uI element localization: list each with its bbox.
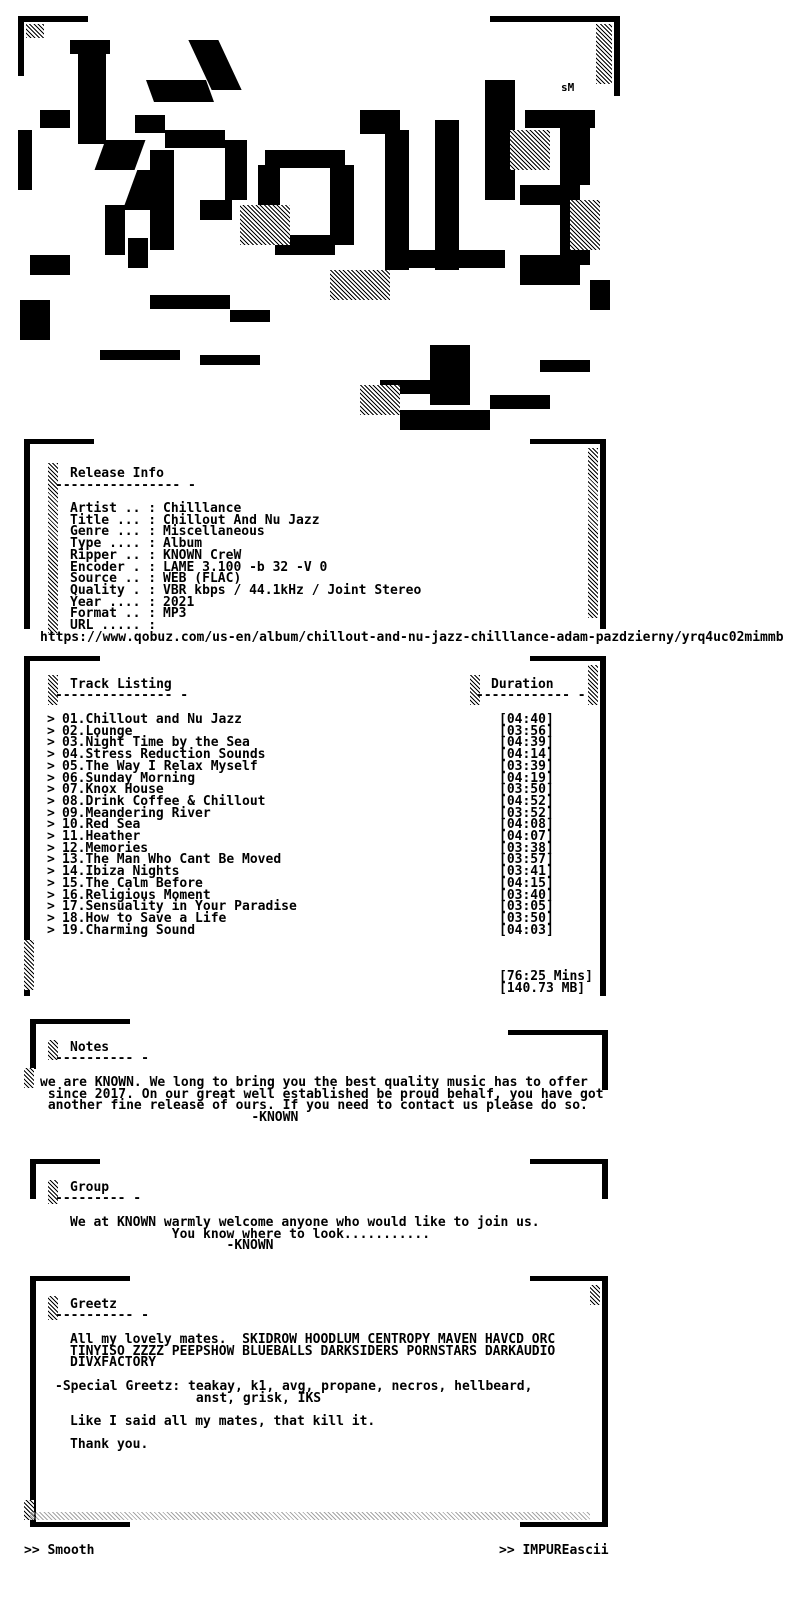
- notes-line: -KNOWN: [40, 1110, 299, 1126]
- tracks-heading: Track Listing: [70, 677, 172, 692]
- track-arrow-icon: >: [47, 758, 55, 774]
- track-title: 01.Chillout and Nu Jazz: [62, 712, 243, 727]
- greetz-heading: Greetz: [70, 1297, 117, 1312]
- footer-credit-left: >> Smooth: [24, 1543, 95, 1558]
- track-arrow-icon: >: [47, 910, 55, 926]
- track-duration: [03:52]: [499, 805, 554, 821]
- release-heading: Release Info: [70, 466, 164, 481]
- release-key: Format .. :: [70, 606, 157, 622]
- track-arrow-icon: >: [47, 793, 55, 809]
- track-arrow-icon: >: [47, 723, 55, 739]
- duration-heading: Duration: [491, 677, 554, 692]
- release-value: Miscellaneous: [163, 524, 265, 540]
- release-key: Type .... :: [70, 536, 157, 552]
- track-title: 08.Drink Coffee & Chillout: [62, 793, 266, 809]
- track-duration: [03:40]: [499, 887, 554, 903]
- group-line: -KNOWN: [70, 1238, 274, 1254]
- greetz-line: Thank you.: [70, 1437, 149, 1453]
- track-arrow-icon: >: [47, 899, 55, 915]
- release-value: VBR kbps / 44.1kHz / Joint Stereo: [163, 582, 422, 598]
- track-duration: [04:52]: [499, 793, 554, 809]
- track-arrow-icon: >: [47, 747, 55, 763]
- track-title: 18.How to Save a Life: [62, 910, 227, 926]
- release-key: Artist .. :: [70, 501, 157, 516]
- track-duration: [03:38]: [499, 840, 554, 856]
- release-key: Genre ... :: [70, 524, 157, 540]
- track-duration: [04:39]: [499, 735, 554, 751]
- track-arrow-icon: >: [47, 875, 55, 891]
- release-key: Quality . :: [70, 582, 157, 598]
- notes-heading-rule: ---------- -: [55, 1051, 149, 1066]
- track-duration: [03:05]: [499, 899, 554, 915]
- release-value: MP3: [163, 606, 187, 622]
- track-arrow-icon: >: [47, 922, 55, 938]
- track-title: 19.Charming Sound: [62, 922, 196, 938]
- track-arrow-icon: >: [47, 829, 55, 844]
- track-title: 14.Ibiza Nights: [62, 864, 180, 880]
- track-title: 02.Lounge: [62, 723, 133, 739]
- release-value: Chillout And Nu Jazz: [163, 512, 320, 528]
- total-size: [140.73 MB]: [499, 981, 586, 996]
- release-value: 2021: [163, 594, 195, 610]
- track-title: 13.The Man Who Cant Be Moved: [62, 852, 282, 868]
- track-duration: [03:57]: [499, 852, 554, 868]
- track-title: 11.Heather: [62, 829, 141, 844]
- total-time: [76:25 Mins]: [499, 969, 593, 984]
- track-title: 04.Stress Reduction Sounds: [62, 747, 266, 763]
- track-duration: [04:07]: [499, 829, 554, 844]
- release-key: Ripper .. :: [70, 547, 157, 563]
- track-duration: [04:03]: [499, 922, 554, 938]
- notes-line: we are KNOWN. We long to bring you the best quality music has to offer: [40, 1075, 588, 1090]
- track-arrow-icon: >: [47, 864, 55, 880]
- track-arrow-icon: >: [47, 887, 55, 903]
- release-key: URL ..... :: [70, 618, 157, 633]
- track-title: 05.The Way I Relax Myself: [62, 758, 258, 774]
- release-value: Album: [163, 536, 203, 552]
- greetz-line: TINYISO ZZZZ PEEPSHOW BLUEBALLS DARKSIDERS PORNSTARS DARKAUDIO: [70, 1343, 556, 1359]
- greetz-line: Like I said all my mates, that kill it.: [70, 1413, 376, 1429]
- track-duration: [03:50]: [499, 910, 554, 926]
- track-duration: [03:39]: [499, 758, 554, 774]
- release-key: Source .. :: [70, 571, 157, 587]
- logo-tag: sM: [561, 81, 575, 94]
- notes-line: another fine release of ours. If you need to contact us please do so.: [40, 1098, 588, 1114]
- footer-credit-right: >> IMPUREascii: [499, 1543, 609, 1558]
- track-arrow-icon: >: [47, 852, 55, 868]
- tracks-heading-rule: --------------- -: [55, 688, 189, 703]
- release-key: Encoder . :: [70, 559, 157, 575]
- track-arrow-icon: >: [47, 805, 55, 821]
- greetz-line: All my lovely mates. SKIDROW HOODLUM CENTROPY MAVEN HAVCD ORC: [70, 1332, 556, 1347]
- group-heading: Group: [70, 1180, 110, 1195]
- track-title: 07.Knox House: [62, 782, 164, 798]
- release-value: KNOWN CreW: [163, 547, 242, 563]
- release-value: LAME 3.100 -b 32 -V 0: [163, 559, 328, 575]
- track-duration: [04:14]: [499, 747, 554, 763]
- release-key: Title ... :: [70, 512, 157, 528]
- release-url[interactable]: https://www.qobuz.com/us-en/album/chillout-and-nu-jazz-chilllance-adam-pazdzierny/yrq4uc02mimmb: [40, 630, 784, 645]
- track-duration: [03:50]: [499, 782, 554, 798]
- release-key: Year .... :: [70, 594, 157, 610]
- group-line: We at KNOWN warmly welcome anyone who would like to join us.: [70, 1215, 540, 1230]
- track-duration: [04:08]: [499, 817, 554, 833]
- track-arrow-icon: >: [47, 840, 55, 856]
- track-duration: [04:15]: [499, 875, 554, 891]
- greetz-heading-rule: ---------- -: [55, 1308, 149, 1323]
- group-line: You know where to look...........: [70, 1226, 431, 1242]
- track-title: 09.Meandering River: [62, 805, 211, 821]
- track-title: 06.Sunday Morning: [62, 770, 196, 786]
- logo-art: [0, 0, 808, 440]
- track-title: 15.The Calm Before: [62, 875, 203, 891]
- track-arrow-icon: >: [47, 712, 55, 727]
- track-arrow-icon: >: [47, 770, 55, 786]
- track-title: 16.Religious Moment: [62, 887, 211, 903]
- track-arrow-icon: >: [47, 782, 55, 798]
- track-arrow-icon: >: [47, 817, 55, 833]
- greetz-line: -Special Greetz: teakay, k1, avg, propane, necros, hellbeard,: [55, 1378, 533, 1394]
- track-title: 10.Red Sea: [62, 817, 141, 833]
- track-arrow-icon: >: [47, 735, 55, 751]
- track-duration: [03:56]: [499, 723, 554, 739]
- notes-heading: Notes: [70, 1040, 110, 1055]
- duration-heading-rule: ------------ -: [476, 688, 586, 703]
- track-title: 17.Sensuality in Your Paradise: [62, 899, 297, 915]
- greetz-line: DIVXFACTORY: [70, 1355, 157, 1371]
- release-value: WEB (FLAC): [163, 571, 242, 587]
- group-heading-rule: --------- -: [55, 1191, 142, 1206]
- track-duration: [04:19]: [499, 770, 554, 786]
- greetz-line: anst, grisk, IKS: [55, 1390, 322, 1406]
- track-title: 12.Memories: [62, 840, 149, 856]
- track-title: 03.Night Time by the Sea: [62, 735, 250, 751]
- notes-line: since 2017. On our great well established be proud behalf, you have got: [40, 1086, 604, 1102]
- release-value: Chilllance: [163, 501, 242, 516]
- track-duration: [04:40]: [499, 712, 554, 727]
- release-heading-rule: ---------------- -: [55, 478, 196, 493]
- track-duration: [03:41]: [499, 864, 554, 880]
